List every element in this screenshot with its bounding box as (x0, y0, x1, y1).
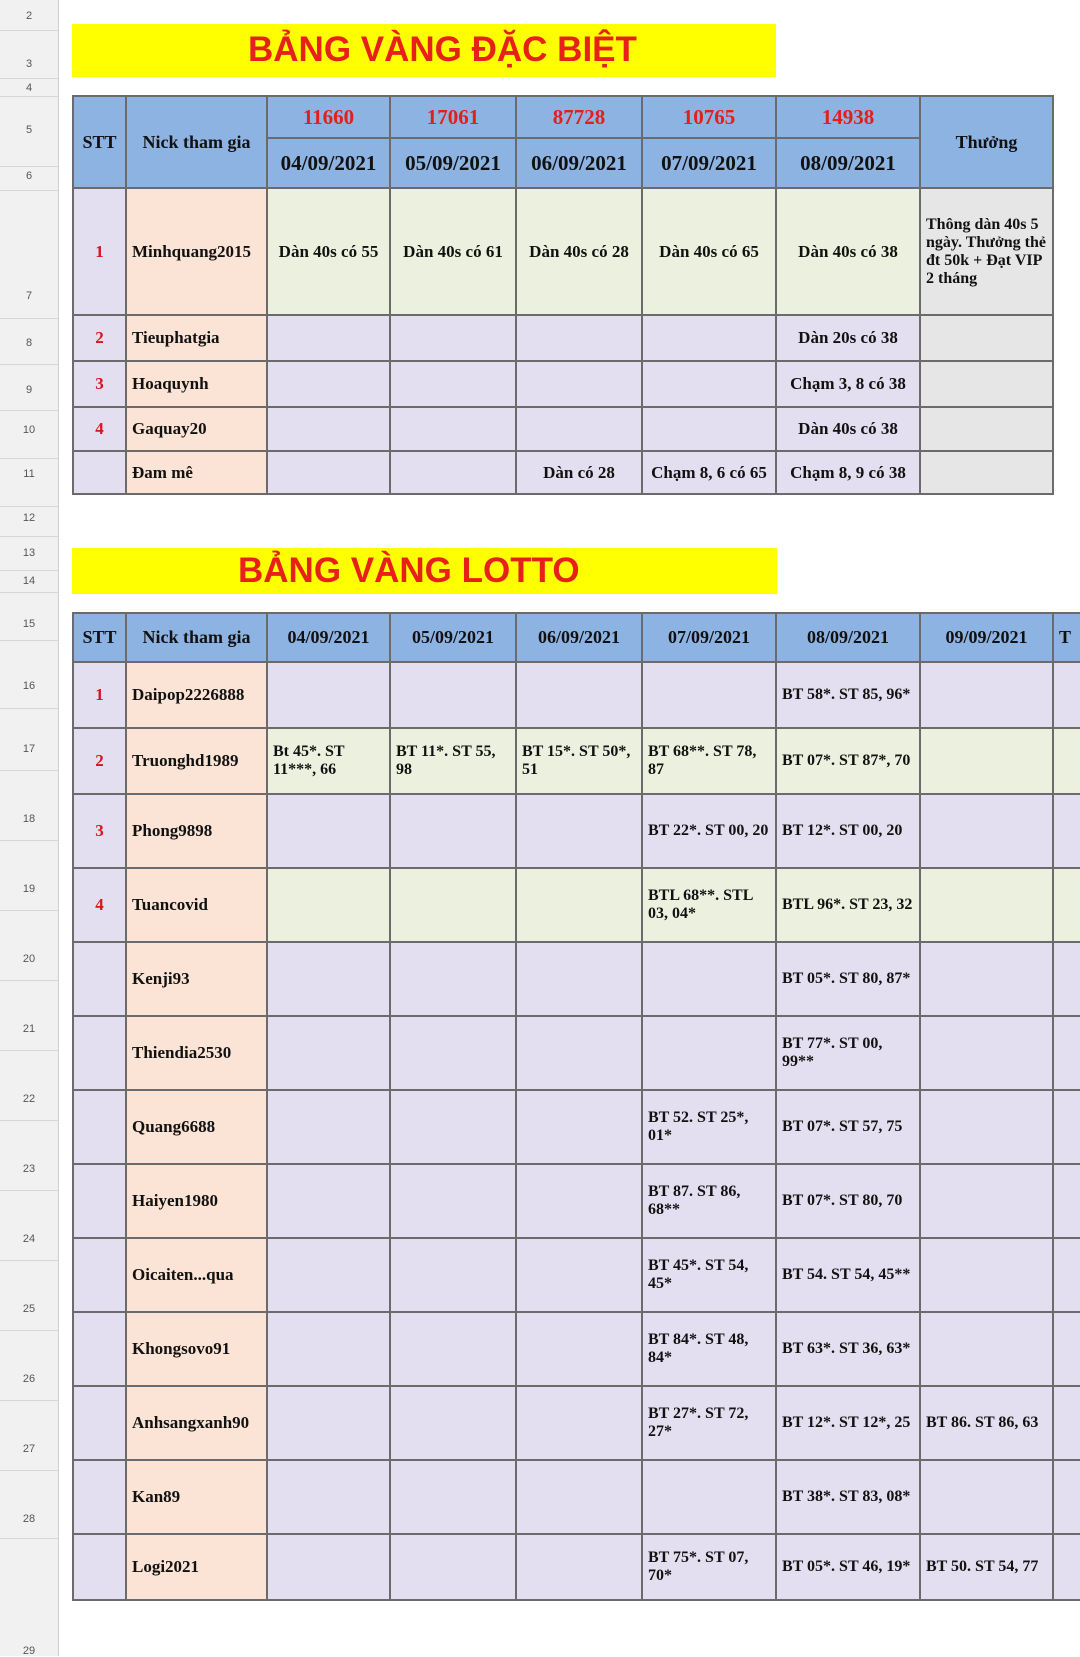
result-cell[interactable]: Dàn 40s có 65 (642, 188, 776, 315)
row-divider (0, 1400, 58, 1401)
result-cell[interactable] (390, 868, 516, 942)
row-number[interactable]: 26 (22, 1373, 36, 1385)
result-cell[interactable]: Dàn 40s có 61 (390, 188, 516, 315)
nick-cell[interactable]: Hoaquynh (126, 361, 267, 407)
table-row (73, 728, 1080, 794)
stt-cell[interactable] (73, 1386, 126, 1460)
partial-cell[interactable] (1053, 1386, 1080, 1460)
result-cell[interactable] (642, 942, 776, 1016)
table-row (73, 1312, 1080, 1386)
table-row (73, 942, 1080, 1016)
result-cell[interactable] (267, 407, 390, 451)
row-number[interactable]: 16 (22, 680, 36, 692)
result-cell[interactable]: BT 05*. ST 46, 19* (776, 1534, 920, 1600)
result-cell[interactable]: BT 27*. ST 72, 27* (642, 1386, 776, 1460)
result-cell[interactable] (267, 794, 390, 868)
stt-cell[interactable]: 3 (73, 361, 126, 407)
row-divider (0, 190, 58, 191)
row-number[interactable]: 29 (22, 1645, 36, 1657)
table-row (73, 1460, 1080, 1534)
header-nick: Nick tham gia (126, 96, 267, 188)
result-cell[interactable] (390, 1312, 516, 1386)
result-cell[interactable] (267, 1460, 390, 1534)
row-divider (0, 166, 58, 167)
result-cell[interactable] (516, 361, 642, 407)
result-cell[interactable] (390, 315, 516, 361)
result-cell[interactable]: BT 68**. ST 78, 87 (642, 728, 776, 794)
result-cell[interactable] (516, 315, 642, 361)
row-number[interactable]: 5 (25, 124, 33, 136)
stt-cell[interactable]: 3 (73, 794, 126, 868)
result-cell[interactable]: BTL 68**. STL 03, 04* (642, 868, 776, 942)
result-cell[interactable] (920, 1016, 1053, 1090)
result-cell[interactable]: BT 22*. ST 00, 20 (642, 794, 776, 868)
result-cell[interactable] (267, 662, 390, 728)
row-divider (0, 910, 58, 911)
result-cell[interactable] (516, 1460, 642, 1534)
result-cell[interactable]: Dàn 40s có 28 (516, 188, 642, 315)
result-cell[interactable] (516, 1164, 642, 1238)
lotto-banner (72, 548, 777, 594)
row-divider (0, 506, 58, 507)
partial-cell[interactable] (1053, 728, 1080, 794)
result-cell[interactable]: BT 45*. ST 54, 45* (642, 1238, 776, 1312)
result-cell[interactable] (920, 1238, 1053, 1312)
special-banner (72, 24, 776, 77)
header-stt: STT (73, 613, 126, 662)
row-number[interactable]: 28 (22, 1513, 36, 1525)
stt-cell[interactable]: 1 (73, 662, 126, 728)
nick-cell[interactable]: Logi2021 (126, 1534, 267, 1600)
reward-cell[interactable] (920, 451, 1053, 494)
result-cell[interactable] (516, 794, 642, 868)
partial-cell[interactable] (1053, 1534, 1080, 1600)
result-cell[interactable] (390, 407, 516, 451)
table-row (73, 361, 1053, 407)
nick-cell[interactable]: Truonghd1989 (126, 728, 267, 794)
row-header-gutter (0, 0, 59, 1656)
row-number[interactable]: 2 (25, 10, 33, 22)
result-cell[interactable] (920, 1460, 1053, 1534)
nick-cell[interactable]: Haiyen1980 (126, 1164, 267, 1238)
result-cell[interactable]: Bt 45*. ST 11***, 66 (267, 728, 390, 794)
result-cell[interactable]: BT 05*. ST 80, 87* (776, 942, 920, 1016)
result-cell[interactable] (642, 361, 776, 407)
result-cell[interactable] (516, 868, 642, 942)
header-date: 05/09/2021 (390, 613, 516, 662)
result-cell[interactable]: Dàn 40s có 38 (776, 407, 920, 451)
result-cell[interactable] (516, 1386, 642, 1460)
result-cell[interactable] (920, 868, 1053, 942)
header-nick: Nick tham gia (126, 613, 267, 662)
row-number[interactable]: 7 (25, 290, 33, 302)
reward-cell[interactable] (920, 361, 1053, 407)
lotto-title: BẢNG VÀNG LOTTO (238, 551, 580, 590)
row-divider (0, 78, 58, 79)
result-cell[interactable] (267, 451, 390, 494)
result-cell[interactable] (920, 1090, 1053, 1164)
lotto-table (72, 612, 1080, 1601)
nick-cell[interactable]: Kan89 (126, 1460, 267, 1534)
result-cell[interactable] (642, 1016, 776, 1090)
header-date: 07/09/2021 (642, 613, 776, 662)
stt-cell[interactable]: 4 (73, 407, 126, 451)
row-divider (0, 30, 58, 31)
stt-cell[interactable] (73, 1460, 126, 1534)
result-cell[interactable]: BT 63*. ST 36, 63* (776, 1312, 920, 1386)
result-cell[interactable] (516, 1238, 642, 1312)
draw-code: 14938 (776, 96, 920, 138)
nick-cell[interactable]: Minhquang2015 (126, 188, 267, 315)
table-row (73, 407, 1053, 451)
stt-cell[interactable] (73, 1238, 126, 1312)
row-number[interactable]: 15 (22, 618, 36, 630)
result-cell[interactable] (642, 407, 776, 451)
header-date: 04/09/2021 (267, 138, 390, 188)
result-cell[interactable]: BT 11*. ST 55, 98 (390, 728, 516, 794)
result-cell[interactable] (267, 1238, 390, 1312)
result-cell[interactable]: BT 07*. ST 80, 70 (776, 1164, 920, 1238)
table-row (73, 868, 1080, 942)
nick-cell[interactable]: Tuancovid (126, 868, 267, 942)
special-table (72, 95, 1054, 495)
result-cell[interactable] (920, 662, 1053, 728)
row-divider (0, 840, 58, 841)
result-cell[interactable] (642, 1460, 776, 1534)
result-cell[interactable] (642, 315, 776, 361)
table-row (73, 1090, 1080, 1164)
stt-cell[interactable] (73, 1164, 126, 1238)
result-cell[interactable] (516, 1312, 642, 1386)
row-divider (0, 96, 58, 97)
nick-cell[interactable]: Tieuphatgia (126, 315, 267, 361)
result-cell[interactable]: BTL 96*. ST 23, 32 (776, 868, 920, 942)
row-number[interactable]: 24 (22, 1233, 36, 1245)
partial-cell[interactable] (1053, 1238, 1080, 1312)
partial-cell[interactable] (1053, 662, 1080, 728)
result-cell[interactable]: BT 07*. ST 57, 75 (776, 1090, 920, 1164)
result-cell[interactable]: BT 86. ST 86, 63 (920, 1386, 1053, 1460)
partial-cell[interactable] (1053, 794, 1080, 868)
result-cell[interactable]: Dàn có 28 (516, 451, 642, 494)
row-number[interactable]: 13 (22, 547, 36, 559)
nick-cell[interactable]: Anhsangxanh90 (126, 1386, 267, 1460)
result-cell[interactable] (390, 662, 516, 728)
header-date: 07/09/2021 (642, 138, 776, 188)
result-cell[interactable]: Chạm 8, 6 có 65 (642, 451, 776, 494)
result-cell[interactable]: BT 58*. ST 85, 96* (776, 662, 920, 728)
partial-cell[interactable] (1053, 1312, 1080, 1386)
table-row (73, 1238, 1080, 1312)
result-cell[interactable] (267, 942, 390, 1016)
row-divider (0, 1120, 58, 1121)
result-cell[interactable] (267, 1312, 390, 1386)
header-stt: STT (73, 96, 126, 188)
draw-code: 10765 (642, 96, 776, 138)
draw-code: 17061 (390, 96, 516, 138)
result-cell[interactable]: BT 12*. ST 12*, 25 (776, 1386, 920, 1460)
stt-cell[interactable] (73, 942, 126, 1016)
row-number[interactable]: 19 (22, 883, 36, 895)
table-row (73, 794, 1080, 868)
row-divider (0, 1050, 58, 1051)
row-divider (0, 318, 58, 319)
reward-cell[interactable] (920, 407, 1053, 451)
result-cell[interactable] (267, 1534, 390, 1600)
result-cell[interactable] (267, 361, 390, 407)
result-cell[interactable] (267, 315, 390, 361)
result-cell[interactable]: BT 52. ST 25*, 01* (642, 1090, 776, 1164)
table-row (73, 662, 1080, 728)
row-number[interactable]: 25 (22, 1303, 36, 1315)
stt-cell[interactable] (73, 451, 126, 494)
stt-cell[interactable]: 2 (73, 315, 126, 361)
table-row (73, 1534, 1080, 1600)
result-cell[interactable] (516, 407, 642, 451)
result-cell[interactable] (267, 1090, 390, 1164)
row-divider (0, 570, 58, 571)
result-cell[interactable] (920, 942, 1053, 1016)
row-divider (0, 1190, 58, 1191)
row-divider (0, 1260, 58, 1261)
row-number[interactable]: 17 (22, 743, 36, 755)
result-cell[interactable] (390, 1016, 516, 1090)
row-divider (0, 458, 58, 459)
result-cell[interactable] (390, 1164, 516, 1238)
row-divider (0, 592, 58, 593)
header-partial: T (1053, 613, 1080, 662)
special-title: BẢNG VÀNG ĐẶC BIỆT (248, 30, 637, 69)
row-number[interactable]: 6 (25, 170, 33, 182)
result-cell[interactable] (390, 1090, 516, 1164)
partial-cell[interactable] (1053, 942, 1080, 1016)
row-number[interactable]: 18 (22, 813, 36, 825)
result-cell[interactable] (920, 728, 1053, 794)
row-number[interactable]: 21 (22, 1023, 36, 1035)
result-cell[interactable] (267, 868, 390, 942)
result-cell[interactable] (267, 1386, 390, 1460)
draw-code: 11660 (267, 96, 390, 138)
row-divider (0, 364, 58, 365)
nick-cell[interactable]: Khongsovo91 (126, 1312, 267, 1386)
nick-cell[interactable]: Oicaiten...qua (126, 1238, 267, 1312)
nick-cell[interactable]: Kenji93 (126, 942, 267, 1016)
stt-cell[interactable]: 2 (73, 728, 126, 794)
result-cell[interactable] (267, 1164, 390, 1238)
result-cell[interactable] (390, 1238, 516, 1312)
result-cell[interactable] (920, 794, 1053, 868)
partial-cell[interactable] (1053, 1090, 1080, 1164)
nick-cell[interactable]: Quang6688 (126, 1090, 267, 1164)
result-cell[interactable] (920, 1312, 1053, 1386)
row-number[interactable]: 14 (22, 575, 36, 587)
result-cell[interactable] (390, 361, 516, 407)
reward-cell[interactable]: Thông dàn 40s 5 ngày. Thưởng thẻ đt 50k + Đạt VIP 2 tháng (920, 188, 1053, 315)
result-cell[interactable]: BT 75*. ST 07, 70* (642, 1534, 776, 1600)
row-number[interactable]: 4 (25, 82, 33, 94)
row-divider (0, 536, 58, 537)
header-date: 06/09/2021 (516, 138, 642, 188)
row-divider (0, 410, 58, 411)
result-cell[interactable] (516, 662, 642, 728)
row-divider (0, 708, 58, 709)
row-number[interactable]: 8 (25, 337, 33, 349)
result-cell[interactable] (516, 1016, 642, 1090)
row-number[interactable]: 23 (22, 1163, 36, 1175)
stt-cell[interactable] (73, 1312, 126, 1386)
result-cell[interactable] (390, 1386, 516, 1460)
partial-cell[interactable] (1053, 1016, 1080, 1090)
nick-cell[interactable]: Daipop2226888 (126, 662, 267, 728)
row-number[interactable]: 27 (22, 1443, 36, 1455)
result-cell[interactable]: BT 54. ST 54, 45** (776, 1238, 920, 1312)
row-number[interactable]: 9 (25, 384, 33, 396)
header-date: 04/09/2021 (267, 613, 390, 662)
partial-cell[interactable] (1053, 1460, 1080, 1534)
result-cell[interactable]: BT 50. ST 54, 77 (920, 1534, 1053, 1600)
result-cell[interactable] (390, 942, 516, 1016)
result-cell[interactable] (267, 1016, 390, 1090)
result-cell[interactable] (516, 942, 642, 1016)
row-number[interactable]: 3 (25, 58, 33, 70)
partial-cell[interactable] (1053, 1164, 1080, 1238)
nick-cell[interactable]: Gaquay20 (126, 407, 267, 451)
result-cell[interactable]: BT 15*. ST 50*, 51 (516, 728, 642, 794)
stt-cell[interactable] (73, 1016, 126, 1090)
result-cell[interactable]: Dàn 20s có 38 (776, 315, 920, 361)
stt-cell[interactable]: 1 (73, 188, 126, 315)
row-number[interactable]: 20 (22, 953, 36, 965)
table-row (73, 315, 1053, 361)
result-cell[interactable]: Chạm 3, 8 có 38 (776, 361, 920, 407)
result-cell[interactable]: Dàn 40s có 38 (776, 188, 920, 315)
row-divider (0, 640, 58, 641)
row-number[interactable]: 11 (23, 468, 35, 480)
result-cell[interactable]: BT 12*. ST 00, 20 (776, 794, 920, 868)
result-cell[interactable] (516, 1090, 642, 1164)
header-reward: Thưởng (920, 96, 1053, 188)
header-date: 09/09/2021 (920, 613, 1053, 662)
table-row (73, 1386, 1080, 1460)
result-cell[interactable] (390, 794, 516, 868)
result-cell[interactable] (390, 451, 516, 494)
result-cell[interactable] (642, 662, 776, 728)
result-cell[interactable] (390, 1460, 516, 1534)
table-row (73, 188, 1053, 315)
row-divider (0, 1330, 58, 1331)
result-cell[interactable]: BT 84*. ST 48, 84* (642, 1312, 776, 1386)
row-number[interactable]: 10 (22, 424, 36, 436)
result-cell[interactable]: BT 07*. ST 87*, 70 (776, 728, 920, 794)
table-row (73, 1016, 1080, 1090)
stt-cell[interactable] (73, 1090, 126, 1164)
row-divider (0, 770, 58, 771)
table-row (73, 1164, 1080, 1238)
row-divider (0, 980, 58, 981)
stt-cell[interactable] (73, 1534, 126, 1600)
result-cell[interactable]: BT 87. ST 86, 68** (642, 1164, 776, 1238)
result-cell[interactable]: BT 38*. ST 83, 08* (776, 1460, 920, 1534)
result-cell[interactable]: Chạm 8, 9 có 38 (776, 451, 920, 494)
header-date: 08/09/2021 (776, 613, 920, 662)
row-number[interactable]: 12 (22, 512, 36, 524)
header-date: 05/09/2021 (390, 138, 516, 188)
result-cell[interactable] (516, 1534, 642, 1600)
result-cell[interactable] (390, 1534, 516, 1600)
table-row (73, 451, 1053, 494)
stt-cell[interactable]: 4 (73, 868, 126, 942)
draw-code: 87728 (516, 96, 642, 138)
nick-cell[interactable]: Đam mê (126, 451, 267, 494)
row-number[interactable]: 22 (22, 1093, 36, 1105)
result-cell[interactable]: BT 77*. ST 00, 99** (776, 1016, 920, 1090)
header-date: 06/09/2021 (516, 613, 642, 662)
row-divider (0, 1470, 58, 1471)
reward-cell[interactable] (920, 315, 1053, 361)
result-cell[interactable] (920, 1164, 1053, 1238)
partial-cell[interactable] (1053, 868, 1080, 942)
row-divider (0, 1538, 58, 1539)
header-date: 08/09/2021 (776, 138, 920, 188)
nick-cell[interactable]: Thiendia2530 (126, 1016, 267, 1090)
nick-cell[interactable]: Phong9898 (126, 794, 267, 868)
result-cell[interactable]: Dàn 40s có 55 (267, 188, 390, 315)
